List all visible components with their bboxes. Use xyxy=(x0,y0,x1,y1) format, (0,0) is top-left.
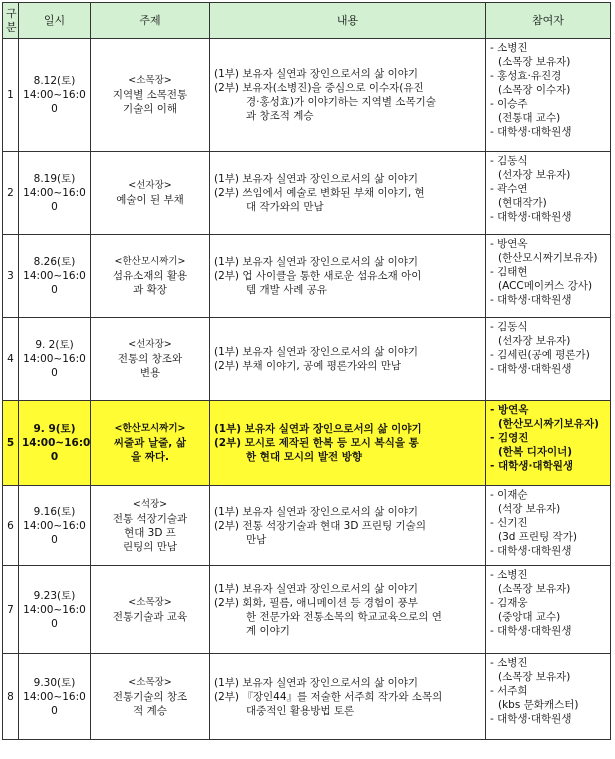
participant-line: - 김태현 xyxy=(490,266,528,278)
content-line xyxy=(214,95,482,109)
craft-tag: <선자장> xyxy=(128,180,172,191)
participant-line: (한복 디자이너) xyxy=(498,446,573,458)
topic-line: 예술이 된 부채 xyxy=(116,194,184,206)
date-line: 14:00~16:0 xyxy=(23,89,86,101)
row-number: 5 xyxy=(3,401,19,486)
participant-line: (소목장 이수자) xyxy=(498,84,571,96)
part-text: 만남 xyxy=(246,533,267,546)
header-row xyxy=(3,3,611,39)
session-topic xyxy=(91,318,210,401)
topic-line: 기술의 이해 xyxy=(122,103,178,115)
part-label: (1부) xyxy=(214,256,240,268)
header-date: 일시 xyxy=(19,3,91,39)
part-text: 쓰임에서 예술로 변화된 부채 이야기, 현 xyxy=(242,187,425,199)
topic-line: 현대 3D 프 xyxy=(124,526,176,539)
date-line: 9.30(토) xyxy=(33,676,76,689)
content-part xyxy=(214,186,482,214)
participant-line: (선자장 보유자) xyxy=(498,169,571,181)
topic-line: 전통기술과 교육 xyxy=(112,610,188,623)
date-line: 0 xyxy=(51,367,58,379)
row-number: 2 xyxy=(3,152,19,235)
part-text: 보유자 실연과 장인으로서의 삶 이야기 xyxy=(242,676,419,689)
participant-line: (ACC메이커스 강사) xyxy=(498,280,593,292)
participant-line: (3d 프린팅 작가) xyxy=(498,531,577,543)
content-part xyxy=(214,345,482,359)
part-text: 템 개발 사례 공유 xyxy=(246,284,328,296)
part-text: 업 사이클을 통한 새로운 섬유소재 아이 xyxy=(242,270,422,282)
content-line xyxy=(214,422,482,436)
date-line: 14:00~16:0 xyxy=(23,519,86,532)
date-line: 9. 9(토) xyxy=(33,423,76,435)
participant-line: - 이승주 xyxy=(490,98,528,110)
date-line: 0 xyxy=(51,704,58,717)
content-part xyxy=(214,596,482,638)
schedule-wrapper xyxy=(2,2,610,740)
content-line xyxy=(214,519,482,533)
row-number: 4 xyxy=(3,318,19,401)
participant-line: - 김영진 xyxy=(490,432,529,444)
participants xyxy=(486,654,611,740)
participant-line: - 소병진 xyxy=(490,657,528,669)
part-label: (1부) xyxy=(214,68,240,80)
session-content xyxy=(210,318,486,401)
content-line xyxy=(214,450,482,464)
content-line xyxy=(214,436,482,450)
session-date xyxy=(19,401,91,486)
participants xyxy=(486,318,611,401)
content-line xyxy=(214,690,482,704)
participant-line: - 대학생·대학원생 xyxy=(490,460,574,472)
topic-line: 지역별 소목전통 xyxy=(112,89,188,101)
part-text: 보유자 실연과 장인으로서의 삶 이야기 xyxy=(244,423,422,435)
session-date xyxy=(19,318,91,401)
date-line: 0 xyxy=(51,533,58,546)
content-part xyxy=(214,255,482,269)
topic-line: 씨줄과 날줄, 삶 xyxy=(113,437,187,449)
table-row xyxy=(3,654,611,740)
date-line: 9.23(토) xyxy=(33,589,76,602)
content-line xyxy=(214,505,482,519)
participant-line: (전통대 교수) xyxy=(498,112,561,124)
session-topic xyxy=(91,401,210,486)
craft-tag: <소목장> xyxy=(128,75,172,86)
part-text: 대 작가와의 만남 xyxy=(246,201,324,213)
header-num xyxy=(3,3,19,39)
date-line: 14:00~16:0 xyxy=(22,437,91,449)
participant-line: - 소병진 xyxy=(490,569,528,581)
participant-line: - 대학생·대학원생 xyxy=(490,294,572,306)
date-line: 8.12(토) xyxy=(33,75,76,87)
part-label: (2부) xyxy=(214,519,240,532)
participant-line: - 소병진 xyxy=(490,42,528,54)
part-label: (1부) xyxy=(214,505,240,518)
session-content xyxy=(210,401,486,486)
date-line: 14:00~16:0 xyxy=(23,270,86,282)
content-line xyxy=(214,624,482,638)
part-label: (2부) xyxy=(214,596,240,609)
part-label: (1부) xyxy=(214,582,240,595)
participant-line: (소목장 보유자) xyxy=(498,583,571,595)
part-text: 부채 이야기, 공예 평론가와의 만남 xyxy=(242,360,402,372)
participants xyxy=(486,152,611,235)
session-topic xyxy=(91,566,210,654)
participant-line: (선자장 보유자) xyxy=(498,335,571,347)
date-line: 8.26(토) xyxy=(33,256,76,268)
craft-tag: <소목장> xyxy=(128,676,172,688)
content-line xyxy=(214,345,482,359)
row-number: 6 xyxy=(3,486,19,566)
session-topic xyxy=(91,654,210,740)
table-row xyxy=(3,486,611,566)
craft-tag: <석장> xyxy=(132,498,168,510)
header-content: 내용 xyxy=(210,3,486,39)
table-row xyxy=(3,39,611,152)
session-date xyxy=(19,566,91,654)
content-part xyxy=(214,582,482,596)
participant-line: (소목장 보유자) xyxy=(498,56,571,68)
part-label: (1부) xyxy=(214,346,240,358)
table-row xyxy=(3,401,611,486)
program-schedule-table xyxy=(2,2,611,740)
topic-line: 을 짜다. xyxy=(130,451,170,463)
session-date xyxy=(19,654,91,740)
topic-line: 전통기술의 창조 xyxy=(112,690,188,703)
participant-line: - 대학생·대학원생 xyxy=(490,211,572,223)
content-line xyxy=(214,704,482,718)
table-row xyxy=(3,235,611,318)
part-label: (2부) xyxy=(214,437,242,449)
part-label: (1부) xyxy=(214,676,240,689)
topic-line: 섬유소재의 활용 xyxy=(112,270,188,282)
content-part xyxy=(214,676,482,690)
content-part xyxy=(214,690,482,718)
session-content xyxy=(210,39,486,152)
session-topic xyxy=(91,486,210,566)
part-text: 한 현대 모시의 발전 방향 xyxy=(246,451,363,463)
part-text: 과 창조적 계승 xyxy=(246,110,314,122)
part-text: 보유자 실연과 장인으로서의 삶 이야기 xyxy=(242,505,419,518)
participants xyxy=(486,39,611,152)
content-line xyxy=(214,610,482,624)
content-part xyxy=(214,519,482,547)
row-number: 3 xyxy=(3,235,19,318)
participant-line: - 김동식 xyxy=(490,155,528,167)
craft-tag: <소목장> xyxy=(128,596,172,608)
participant-line: - 방연옥 xyxy=(490,238,528,250)
date-line: 14:00~16:0 xyxy=(23,353,86,365)
topic-line: 적 계승 xyxy=(133,704,167,717)
content-line xyxy=(214,269,482,283)
date-line: 0 xyxy=(51,103,58,115)
content-line xyxy=(214,186,482,200)
part-label: (1부) xyxy=(214,423,242,435)
date-line: 14:00~16:0 xyxy=(23,187,86,199)
session-content xyxy=(210,235,486,318)
session-date xyxy=(19,152,91,235)
part-text: 보유자 실연과 장인으로서의 삶 이야기 xyxy=(242,68,419,80)
part-text: 모시로 제작된 한복 등 모시 복식을 통 xyxy=(244,437,419,449)
header-topic: 주제 xyxy=(91,3,210,39)
part-text: 한 전문가와 전통소목의 학교교육으로의 연 xyxy=(246,610,442,623)
part-label: (2부) xyxy=(214,360,240,372)
session-content xyxy=(210,654,486,740)
date-line: 0 xyxy=(50,451,59,463)
part-text: 보유자 실연과 장인으로서의 삶 이야기 xyxy=(242,346,419,358)
participants xyxy=(486,486,611,566)
participant-line: - 홍성효·유진경 xyxy=(490,70,562,82)
table-row xyxy=(3,566,611,654)
participant-line: - 곽수연 xyxy=(490,183,528,195)
part-text: 계 이야기 xyxy=(246,624,290,637)
participant-line: - 김세린(공예 평론가) xyxy=(490,349,590,361)
content-line xyxy=(214,359,482,373)
content-line xyxy=(214,172,482,186)
content-line xyxy=(214,533,482,547)
craft-tag: <한산모시짜기> xyxy=(114,423,186,434)
content-part xyxy=(214,172,482,186)
content-part xyxy=(214,269,482,297)
date-line: 9.16(토) xyxy=(33,505,76,518)
content-part xyxy=(214,436,482,464)
part-label: (1부) xyxy=(214,173,240,185)
participant-line: (소목장 보유자) xyxy=(498,671,571,683)
participant-line: (중앙대 교수) xyxy=(498,611,561,623)
part-text: 보유자(소병진)을 중심으로 이수자(유진 xyxy=(242,82,424,94)
part-text: 경·홍성효)가 이야기하는 지역별 소목기술 xyxy=(246,96,436,108)
content-line xyxy=(214,109,482,123)
part-text: 보유자 실연과 장인으로서의 삶 이야기 xyxy=(242,582,419,595)
topic-line: 변용 xyxy=(139,367,161,379)
content-part xyxy=(214,505,482,519)
row-number: 8 xyxy=(3,654,19,740)
content-line xyxy=(214,596,482,610)
craft-tag: <한산모시짜기> xyxy=(114,256,186,267)
part-label: (2부) xyxy=(214,82,240,94)
table-row xyxy=(3,318,611,401)
participant-line: - 김재웅 xyxy=(490,597,528,609)
content-part xyxy=(214,359,482,373)
participant-line: - 방연옥 xyxy=(490,404,529,416)
schedule-body xyxy=(3,39,611,740)
table-row xyxy=(3,152,611,235)
participant-line: - 대학생·대학원생 xyxy=(490,713,572,725)
session-content xyxy=(210,152,486,235)
session-content xyxy=(210,566,486,654)
participant-line: - 대학생·대학원생 xyxy=(490,363,572,375)
participant-line: (현대작가) xyxy=(498,197,547,209)
content-part xyxy=(214,81,482,123)
part-label: (2부) xyxy=(214,187,240,199)
content-line xyxy=(214,255,482,269)
content-line xyxy=(214,200,482,214)
craft-tag: <선자장> xyxy=(128,339,172,350)
date-line: 0 xyxy=(51,617,58,630)
content-part xyxy=(214,422,482,436)
part-text: 보유자 실연과 장인으로서의 삶 이야기 xyxy=(242,173,419,185)
participant-line: (한산모시짜기보유자) xyxy=(498,418,599,430)
part-text: 회화, 필름, 애니메이션 등 경험이 풍부 xyxy=(242,596,418,609)
part-text: 보유자 실연과 장인으로서의 삶 이야기 xyxy=(242,256,419,268)
participant-line: (한산모시짜기보유자) xyxy=(498,252,598,264)
session-topic xyxy=(91,152,210,235)
part-text: 대중적인 활용방법 토론 xyxy=(246,704,355,717)
date-line: 9. 2(토) xyxy=(35,339,74,351)
topic-line: 과 확장 xyxy=(133,284,167,296)
participant-line: - 이재순 xyxy=(490,489,528,501)
row-number: 1 xyxy=(3,39,19,152)
date-line: 14:00~16:0 xyxy=(23,603,86,616)
topic-line: 린팅의 만남 xyxy=(122,540,178,553)
part-text: 『장인44』를 저술한 서주희 작가와 소목의 xyxy=(242,690,443,703)
content-part xyxy=(214,67,482,81)
participant-line: - 대학생·대학원생 xyxy=(490,126,572,138)
participant-line: - 신기진 xyxy=(490,517,528,529)
content-line xyxy=(214,283,482,297)
participants xyxy=(486,566,611,654)
header-num-label: 구분 xyxy=(6,6,17,34)
session-date xyxy=(19,39,91,152)
participant-line: - 김동식 xyxy=(490,321,528,333)
date-line: 0 xyxy=(51,284,58,296)
part-text: 전통 석장기술과 현대 3D 프린팅 기술의 xyxy=(242,519,426,532)
content-line xyxy=(214,582,482,596)
session-content xyxy=(210,486,486,566)
part-label: (2부) xyxy=(214,690,240,703)
header-participants: 참여자 xyxy=(486,3,611,39)
participant-line: - 대학생·대학원생 xyxy=(490,545,572,557)
participant-line: - 대학생·대학원생 xyxy=(490,625,572,637)
topic-line: 전통 석장기술과 xyxy=(112,512,188,525)
row-number: 7 xyxy=(3,566,19,654)
topic-line: 전통의 창조와 xyxy=(117,353,183,365)
date-line: 14:00~16:0 xyxy=(23,690,86,703)
session-topic xyxy=(91,39,210,152)
participant-line: (kbs 문화캐스터) xyxy=(498,699,579,711)
date-line: 8.19(토) xyxy=(33,173,76,185)
participant-line: - 서주희 xyxy=(490,685,528,697)
date-line: 0 xyxy=(51,201,58,213)
session-date xyxy=(19,486,91,566)
content-line xyxy=(214,67,482,81)
content-line xyxy=(214,676,482,690)
part-label: (2부) xyxy=(214,270,240,282)
participants xyxy=(486,401,611,486)
session-date xyxy=(19,235,91,318)
session-topic xyxy=(91,235,210,318)
participant-line: (석장 보유자) xyxy=(498,503,561,515)
content-line xyxy=(214,81,482,95)
participants xyxy=(486,235,611,318)
